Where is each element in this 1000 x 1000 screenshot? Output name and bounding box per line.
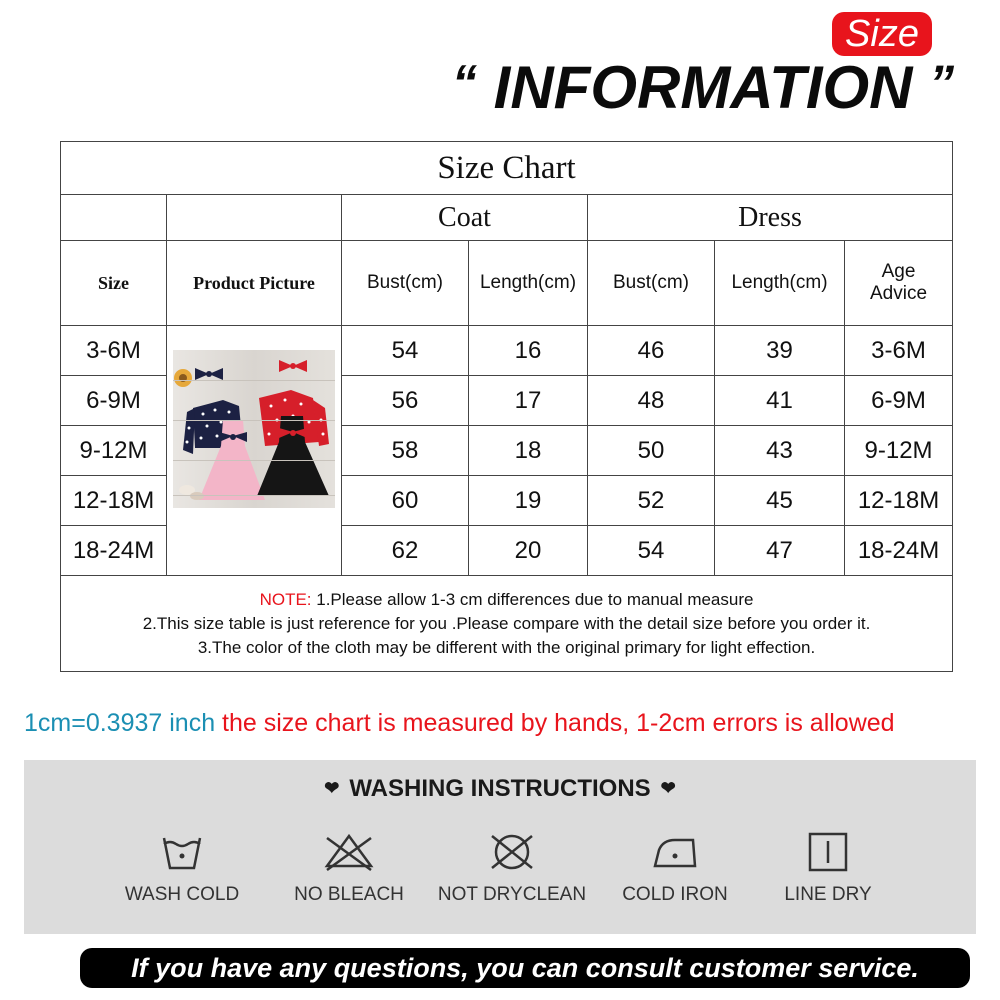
size-chart-note — [61, 576, 953, 672]
cell-age-advice: 18-24M — [845, 526, 953, 576]
cell-age-advice: 3-6M — [845, 326, 953, 376]
cell-coat-bust: 60 — [342, 476, 469, 526]
cell-dress-length: 45 — [715, 476, 845, 526]
washing-instructions-panel — [24, 760, 976, 934]
cell-dress-length: 39 — [715, 326, 845, 376]
information-title-text: INFORMATION — [493, 54, 913, 121]
wash-cold-label: WASH COLD — [124, 884, 240, 905]
cold-iron-item — [616, 832, 734, 924]
cell-coat-bust: 56 — [342, 376, 469, 426]
cm-inch-conversion: 1cm=0.3937 inch — [24, 709, 216, 737]
measurement-disclaimer — [24, 706, 984, 740]
group-blank-size — [61, 195, 167, 241]
note-line-2: 2.This size table is just reference for you .Please compare with the detail size before you order it. — [142, 613, 871, 633]
group-dress: Dress — [588, 195, 953, 241]
header-age-advice: Age Advice — [845, 241, 953, 326]
dress-set-illustration — [173, 350, 335, 508]
size-badge: Size — [832, 12, 932, 56]
cell-dress-bust: 48 — [588, 376, 715, 426]
not-dryclean-icon — [484, 832, 540, 872]
customer-service-banner: If you have any questions, you can consult customer service. — [80, 948, 970, 988]
cell-coat-length: 19 — [469, 476, 588, 526]
cell-coat-bust: 54 — [342, 326, 469, 376]
size-chart-title: Size Chart — [61, 142, 953, 195]
washing-instructions-title-text: WASHING INSTRUCTIONS — [349, 775, 651, 802]
cell-size: 6-9M — [61, 376, 167, 426]
note-line-3: 3.The color of the cloth may be different with the original primary for light effection. — [197, 637, 816, 657]
not-dryclean-item — [436, 832, 588, 924]
cell-size: 12-18M — [61, 476, 167, 526]
wash-cold-item — [120, 832, 244, 924]
cell-dress-bust: 46 — [588, 326, 715, 376]
cell-dress-bust: 52 — [588, 476, 715, 526]
line-dry-item — [776, 832, 880, 924]
note-line-1 — [61, 588, 952, 612]
cell-size: 3-6M — [61, 326, 167, 376]
cell-coat-bust: 58 — [342, 426, 469, 476]
information-title — [452, 48, 992, 121]
header-product-picture: Product Picture — [167, 241, 342, 326]
cell-size: 18-24M — [61, 526, 167, 576]
cell-coat-bust: 62 — [342, 526, 469, 576]
header-coat-bust: Bust(cm) — [342, 241, 469, 326]
size-chart-table — [60, 141, 953, 672]
cell-age-advice: 12-18M — [845, 476, 953, 526]
product-picture-cell — [167, 326, 342, 576]
header-dress-bust: Bust(cm) — [588, 241, 715, 326]
cell-age-advice: 6-9M — [845, 376, 953, 426]
line-dry-label: LINE DRY — [784, 884, 872, 905]
no-bleach-item — [288, 832, 410, 924]
cell-size: 9-12M — [61, 426, 167, 476]
hand-measure-disclaimer: the size chart is measured by hands, 1-2cm errors is allowed — [215, 709, 895, 737]
wash-cold-icon — [160, 832, 204, 872]
heart-icon: ❤ — [660, 778, 676, 798]
open-quote: “ — [452, 55, 477, 111]
product-picture — [173, 350, 335, 508]
cell-age-advice: 9-12M — [845, 426, 953, 476]
not-dryclean-label: NOT DRYCLEAN — [437, 884, 587, 905]
cold-iron-label: COLD IRON — [622, 884, 728, 905]
cell-coat-length: 20 — [469, 526, 588, 576]
cell-dress-length: 43 — [715, 426, 845, 476]
no-bleach-icon — [321, 832, 377, 872]
cell-dress-bust: 54 — [588, 526, 715, 576]
group-coat: Coat — [342, 195, 588, 241]
cell-dress-bust: 50 — [588, 426, 715, 476]
heart-icon: ❤ — [324, 778, 340, 798]
cell-dress-length: 41 — [715, 376, 845, 426]
header — [0, 0, 1000, 130]
header-dress-length: Length(cm) — [715, 241, 845, 326]
close-quote: ” — [929, 55, 955, 111]
washing-instructions-title — [24, 772, 976, 804]
header-coat-length: Length(cm) — [469, 241, 588, 326]
cold-iron-icon — [649, 832, 701, 872]
cell-coat-length: 18 — [469, 426, 588, 476]
table-row — [61, 326, 953, 376]
cell-coat-length: 17 — [469, 376, 588, 426]
header-size: Size — [61, 241, 167, 326]
line-dry-icon — [806, 832, 850, 872]
note-label: NOTE: — [259, 589, 312, 609]
cell-dress-length: 47 — [715, 526, 845, 576]
group-blank-picture — [167, 195, 342, 241]
note-line-1-text: 1.Please allow 1-3 cm differences due to manual measure — [311, 589, 754, 609]
no-bleach-label: NO BLEACH — [294, 884, 404, 905]
cell-coat-length: 16 — [469, 326, 588, 376]
